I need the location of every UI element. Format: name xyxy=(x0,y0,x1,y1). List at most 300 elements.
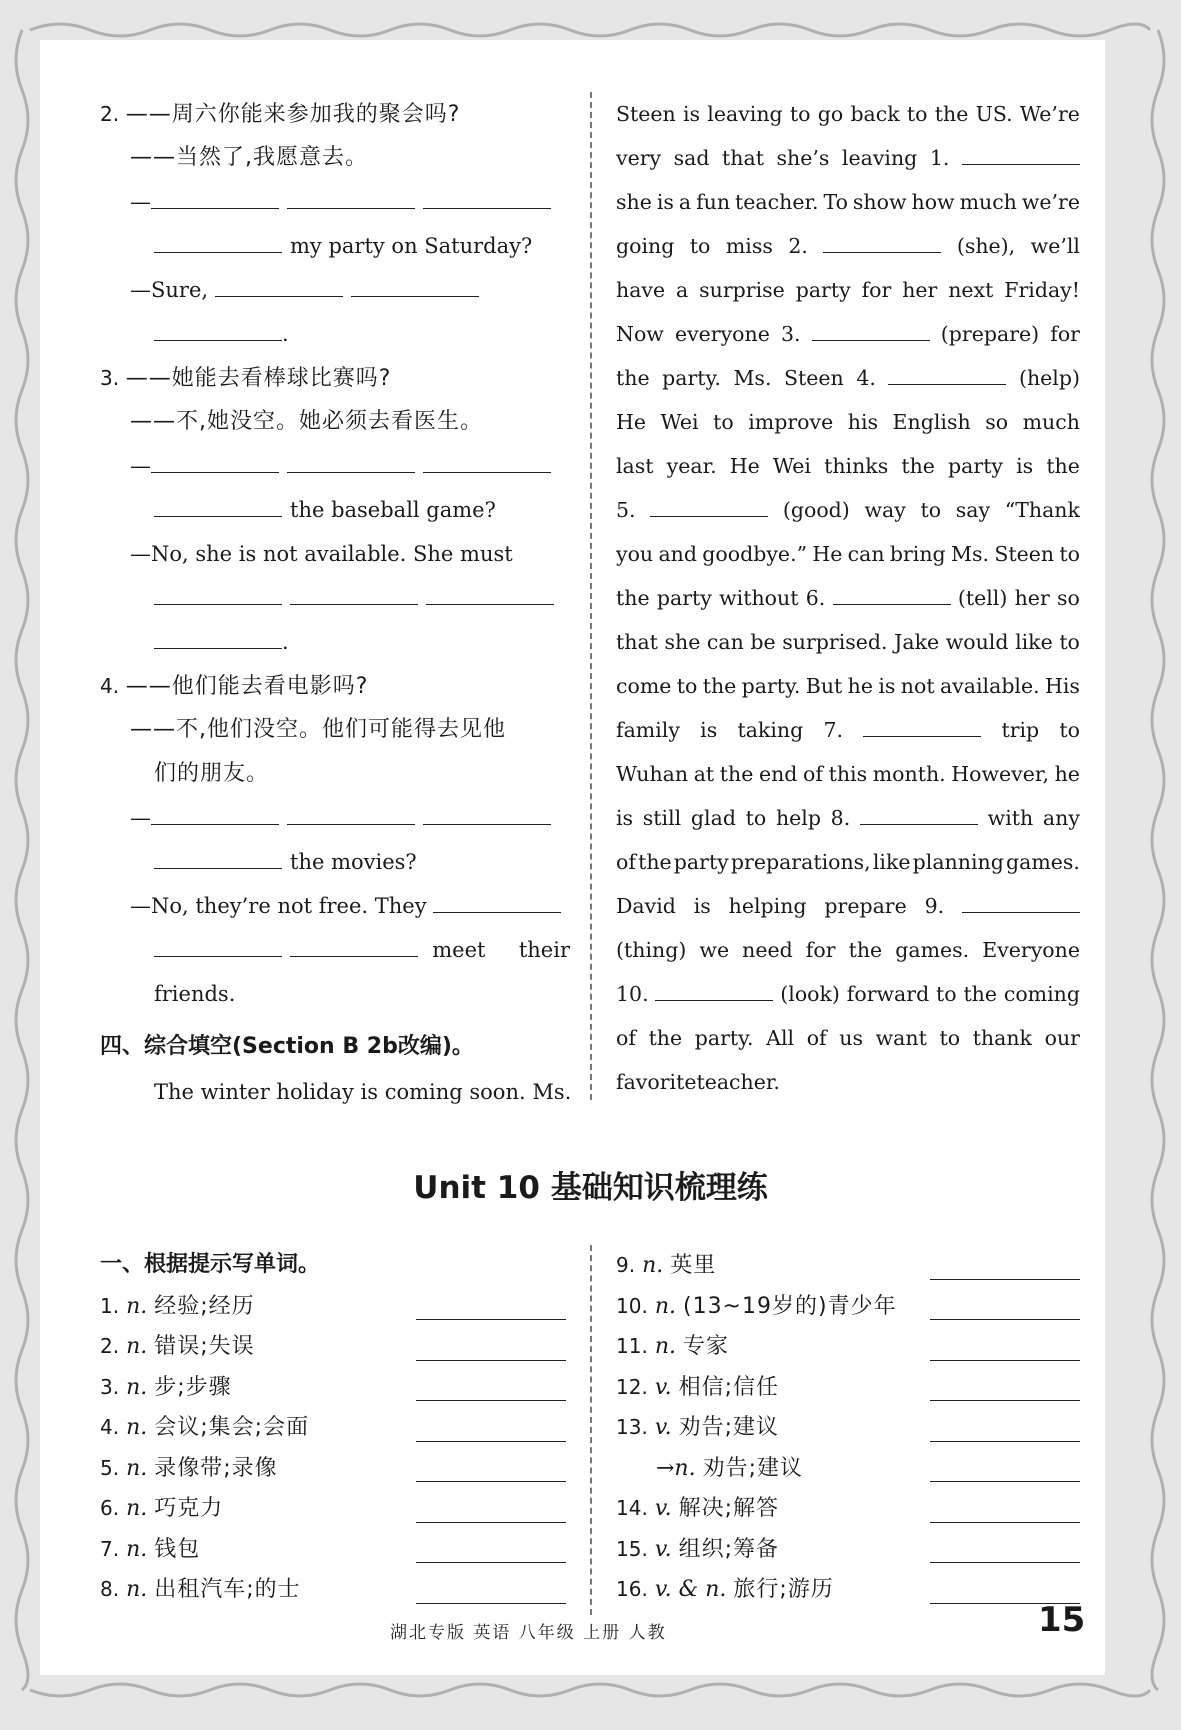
passage-word: surprised. xyxy=(782,630,888,654)
passage-word: this xyxy=(828,762,868,786)
passage-line xyxy=(616,796,1080,840)
passage-line xyxy=(616,224,1080,268)
passage-word: to xyxy=(676,674,698,698)
passage-word: can xyxy=(706,630,744,654)
passage-word: However, xyxy=(951,762,1049,786)
passage-word: 8. xyxy=(830,806,851,830)
vocab-meaning: 英里 xyxy=(670,1253,717,1278)
passage-word: Wei xyxy=(772,454,811,478)
passage-word: 5. xyxy=(616,498,636,522)
vocab-meaning: 专家 xyxy=(682,1334,729,1359)
passage-word[interactable] xyxy=(650,488,768,517)
vocab-answer-blank[interactable] xyxy=(416,1502,566,1523)
passage-word: the xyxy=(616,366,650,390)
passage-start: The winter holiday is coming soon. Ms. xyxy=(154,1080,572,1104)
passage-word: not xyxy=(900,674,935,698)
vocab-answer-blank[interactable] xyxy=(416,1299,566,1320)
passage-word[interactable] xyxy=(863,708,981,737)
passage-word: party. xyxy=(694,1026,754,1050)
passage-line xyxy=(616,928,1080,972)
vocab-answer-blank[interactable] xyxy=(416,1421,566,1442)
passage-word: To xyxy=(823,190,848,214)
passage-word: 2. xyxy=(788,234,808,258)
vocab-item xyxy=(616,1407,1080,1448)
passage-word: show xyxy=(852,190,907,214)
passage-word: to xyxy=(939,1026,961,1050)
vocab-item xyxy=(616,1326,1080,1367)
passage-word: 3. xyxy=(780,322,801,346)
vocab-answer-blank[interactable] xyxy=(930,1542,1080,1563)
passage-word: helping xyxy=(728,894,807,918)
passage-word: 7. xyxy=(823,718,844,742)
vocab-pos: n. xyxy=(126,1374,148,1400)
vocab-answer-blank[interactable] xyxy=(416,1461,566,1482)
passage-word: His xyxy=(1045,674,1080,698)
passage-word: a xyxy=(678,190,692,214)
passage-word: (prepare) xyxy=(940,322,1040,346)
passage-word: 9. xyxy=(924,894,945,918)
passage-word: of xyxy=(616,1026,636,1050)
passage-word: still xyxy=(642,806,682,830)
passage-word: thank xyxy=(972,1026,1032,1050)
q4-friends: friends. xyxy=(154,982,236,1006)
vocab-right xyxy=(616,1245,1080,1610)
passage-word: 1. xyxy=(929,146,950,170)
vocab-pos: n. xyxy=(642,1253,664,1278)
passage-word: is xyxy=(616,806,634,830)
q2-blank-row2: my party on Saturday? xyxy=(100,224,570,268)
passage-word: party. xyxy=(741,674,801,698)
passage-word: so xyxy=(1057,586,1080,610)
passage-word: (thing) xyxy=(616,938,687,962)
passage-word: (look) xyxy=(780,982,840,1006)
passage-word: is xyxy=(693,894,711,918)
vocab-answer-blank[interactable] xyxy=(930,1340,1080,1361)
passage-line xyxy=(616,444,1080,488)
passage-word: the xyxy=(901,454,935,478)
passage-word: bring xyxy=(889,542,946,566)
q2-cn2: ——当然了,我愿意去。 xyxy=(130,145,368,170)
vocab-item xyxy=(616,1569,1080,1610)
passage-word: He xyxy=(616,410,647,434)
passage-word: the xyxy=(702,674,737,698)
vocab-meaning: 相信;信任 xyxy=(678,1374,780,1400)
vocab-pos: n. xyxy=(654,1293,676,1319)
passage-word: David xyxy=(616,894,676,918)
passage-word: the xyxy=(963,982,998,1006)
vocab-number: 2. xyxy=(100,1334,120,1358)
passage-word: like xyxy=(872,850,911,874)
passage-word: trip xyxy=(1001,718,1040,742)
vocab-number: 5. xyxy=(100,1455,120,1480)
column-divider-vocab xyxy=(590,1245,592,1615)
passage-word: (help) xyxy=(1018,366,1080,390)
passage-word: forward xyxy=(846,982,930,1006)
passage-word: family xyxy=(616,718,680,742)
passage-word: to xyxy=(713,410,734,434)
q3-blank-row2: the baseball game? xyxy=(100,488,570,532)
vocab-meaning: 巧克力 xyxy=(154,1496,224,1521)
passage-word: to xyxy=(906,102,928,126)
vocab-item xyxy=(616,1488,1080,1529)
passage-line xyxy=(616,1016,1080,1060)
passage-word: party xyxy=(795,278,851,302)
vocab-number: 4. xyxy=(100,1415,120,1439)
passage-line xyxy=(616,356,1080,400)
q4-blank-row2: the movies? xyxy=(100,840,570,884)
passage-word: very xyxy=(616,146,662,170)
passage-word: how xyxy=(911,190,955,214)
vocab-answer-blank[interactable] xyxy=(930,1259,1080,1280)
passage-word: need xyxy=(742,938,793,962)
passage-word: for xyxy=(1050,322,1080,346)
passage-word: to xyxy=(745,806,767,830)
passage-word: with xyxy=(987,806,1034,830)
passage-word: a xyxy=(676,278,689,302)
passage-word: to xyxy=(936,982,957,1006)
passage-word: any xyxy=(1042,806,1080,830)
passage-word: is xyxy=(878,674,896,698)
passage-word: (good) xyxy=(782,498,850,522)
vocab-pos: n. xyxy=(126,1536,148,1562)
passage-word: “Thank xyxy=(1004,498,1080,522)
vocab-answer-blank[interactable] xyxy=(416,1380,566,1401)
passage-word: she xyxy=(616,190,652,214)
passage-word: to xyxy=(1059,542,1080,566)
passage-word: Friday! xyxy=(1004,278,1080,302)
passage-word: much xyxy=(959,190,1017,214)
passage-word: much xyxy=(1022,410,1080,434)
vocab-number: 13. xyxy=(616,1415,648,1439)
passage-word: go xyxy=(817,102,844,126)
vocab-answer-blank[interactable] xyxy=(930,1299,1080,1320)
passage-word: goodbye.” xyxy=(702,542,808,566)
passage-line xyxy=(616,1060,1080,1104)
passage-column xyxy=(616,92,1080,1104)
q2-cn1: 2. ——周六你能来参加我的聚会吗? xyxy=(100,102,461,127)
vocab-pos: →n. xyxy=(656,1455,696,1481)
passage-word: He xyxy=(812,542,843,566)
passage-word: Ms. xyxy=(733,366,772,390)
vocab-pos: n. xyxy=(126,1496,148,1521)
passage-word: All xyxy=(766,1026,795,1050)
passage-word: sad xyxy=(673,146,710,170)
passage-line xyxy=(616,136,1080,180)
vocab-number: 15. xyxy=(616,1536,648,1561)
passage-word[interactable] xyxy=(962,136,1080,165)
vocab-number: 7. xyxy=(100,1536,120,1561)
vocab-meaning: 解决;解答 xyxy=(678,1496,780,1521)
passage-word: the xyxy=(1046,454,1080,478)
passage-line xyxy=(616,972,1080,1016)
passage-line xyxy=(616,312,1080,356)
passage-word: planning xyxy=(912,850,1004,874)
passage-word: for xyxy=(861,278,892,302)
vocab-meaning: (13~19岁的)青少年 xyxy=(682,1293,897,1319)
vocab-meaning: 经验;经历 xyxy=(154,1293,255,1319)
passage-word[interactable] xyxy=(655,972,773,1001)
vocab-pos: n. xyxy=(126,1455,148,1481)
passage-line xyxy=(616,840,1080,884)
left-column xyxy=(100,92,570,1114)
vocab-item xyxy=(616,1367,1080,1408)
passage-word: at xyxy=(693,762,715,786)
passage-word: improve xyxy=(748,410,834,434)
passage-word: back xyxy=(850,102,900,126)
vocab-title: 一、根据提示写单词。 xyxy=(100,1252,321,1277)
vocab-item xyxy=(616,1245,1080,1286)
passage-word: to xyxy=(689,234,711,258)
passage-word: Now xyxy=(616,322,664,346)
passage-word: Wuhan xyxy=(616,762,689,786)
passage-word: games. xyxy=(1006,850,1080,874)
vocab-pos: v. xyxy=(654,1496,672,1521)
vocab-number: 9. xyxy=(616,1253,636,1277)
passage-word: the xyxy=(648,1026,683,1050)
passage-word: going xyxy=(616,234,675,258)
passage-word: and xyxy=(658,542,697,566)
vocab-pos: n. xyxy=(126,1415,148,1440)
passage-word: the xyxy=(719,762,754,786)
passage-line xyxy=(616,92,1080,136)
passage-line xyxy=(616,576,1080,620)
passage-word: (she), xyxy=(956,234,1016,258)
passage-word: taking xyxy=(737,718,804,742)
unit-heading: Unit 10 基础知识梳理练 xyxy=(413,1170,768,1206)
q2-blank-row1: — xyxy=(100,180,570,224)
passage-word: Steen xyxy=(994,542,1055,566)
passage-word: miss xyxy=(725,234,773,258)
passage-word: We’re xyxy=(1019,102,1080,126)
q4-cn2a: ——不,他们没空。他们可能得去见他 xyxy=(130,717,506,742)
q4-cn2b: 们的朋友。 xyxy=(154,761,270,786)
vocab-meaning: 钱包 xyxy=(154,1536,201,1562)
vocab-number: 14. xyxy=(616,1496,648,1520)
passage-line xyxy=(616,708,1080,752)
passage-word: English xyxy=(892,410,971,434)
vocab-pos: n. xyxy=(126,1293,148,1319)
passage-word: Everyone xyxy=(982,938,1080,962)
passage-word: the xyxy=(848,938,883,962)
passage-word: 6. xyxy=(805,586,826,610)
passage-word: say xyxy=(955,498,991,522)
vocab-pos: n. xyxy=(654,1334,676,1359)
passage-word: He xyxy=(729,454,760,478)
vocab-meaning: 错误;失误 xyxy=(154,1334,255,1359)
vocab-pos: v. & n. xyxy=(654,1577,727,1602)
vocab-item xyxy=(616,1529,1080,1570)
passage-word: Wei xyxy=(660,410,699,434)
vocab-left xyxy=(100,1245,566,1610)
passage-word: party xyxy=(673,850,729,874)
passage-line xyxy=(616,180,1080,224)
vocab-answer-blank[interactable] xyxy=(930,1461,1080,1482)
passage-line xyxy=(616,400,1080,444)
column-divider xyxy=(590,92,592,1100)
passage-word: her xyxy=(902,278,938,302)
passage-word[interactable] xyxy=(823,224,941,253)
vocab-item xyxy=(616,1286,1080,1327)
section4-title: 四、综合填空(Section B 2b改编)。 xyxy=(100,1034,474,1059)
passage-word: leaving xyxy=(841,146,918,170)
q3-last-blank: . xyxy=(100,620,570,664)
passage-word: is xyxy=(1016,454,1034,478)
passage-word: of xyxy=(806,1026,827,1050)
vocab-meaning: 会议;集会;会面 xyxy=(154,1415,310,1440)
passage-word: preparations, xyxy=(730,850,871,874)
passage-line xyxy=(616,752,1080,796)
passage-word: favorite xyxy=(616,1070,697,1094)
vocab-meaning: 步;步骤 xyxy=(154,1374,232,1400)
passage-word[interactable] xyxy=(888,356,1006,385)
vocab-meaning: 劝告;建议 xyxy=(678,1415,780,1440)
passage-word: to xyxy=(1059,718,1080,742)
passage-word: teacher. xyxy=(696,1070,780,1094)
vocab-item xyxy=(100,1569,566,1610)
passage-word: to xyxy=(1059,630,1080,654)
passage-word: his xyxy=(847,410,879,434)
passage-word: party xyxy=(656,586,712,610)
passage-word: end xyxy=(758,762,798,786)
vocab-answer-blank[interactable] xyxy=(930,1421,1080,1442)
passage-word: Jake xyxy=(894,630,940,654)
passage-word: party xyxy=(948,454,1004,478)
passage-word: of xyxy=(616,850,636,874)
vocab-answer-blank[interactable] xyxy=(930,1502,1080,1523)
passage-word: prepare xyxy=(824,894,907,918)
vocab-item xyxy=(100,1529,566,1570)
passage-word: to xyxy=(789,102,811,126)
vocab-number: 1. xyxy=(100,1293,120,1318)
passage-word: is xyxy=(656,190,674,214)
passage-word: year. xyxy=(666,454,717,478)
vocab-number: 10. xyxy=(616,1293,648,1318)
passage-word: games. xyxy=(895,938,970,962)
q4-blank-row1: — xyxy=(100,796,570,840)
passage-word: fun xyxy=(696,190,731,214)
passage-line xyxy=(616,884,1080,928)
vocab-item xyxy=(616,1448,1080,1489)
passage-line xyxy=(616,268,1080,312)
passage-word: everyone xyxy=(674,322,770,346)
passage-word: thinks xyxy=(824,454,889,478)
q3-blank-row3 xyxy=(100,576,570,620)
passage-word: month. xyxy=(872,762,946,786)
passage-word: you xyxy=(616,542,654,566)
vocab-number: 12. xyxy=(616,1374,648,1399)
passage-word: next xyxy=(948,278,994,302)
passage-line xyxy=(616,664,1080,708)
vocab-item xyxy=(100,1367,566,1408)
vocab-meaning: 旅行;游历 xyxy=(733,1577,834,1602)
passage-word: he xyxy=(1054,762,1080,786)
q3-cn1: 3. ——她能去看棒球比赛吗? xyxy=(100,366,392,391)
vocab-item xyxy=(100,1326,566,1367)
passage-word: that xyxy=(722,146,764,170)
passage-word: available. xyxy=(939,674,1040,698)
passage-word: would xyxy=(945,630,1009,654)
passage-word: she’s xyxy=(776,146,830,170)
vocab-answer-blank[interactable] xyxy=(416,1583,566,1604)
passage-word: our xyxy=(1044,1026,1080,1050)
passage-word: to xyxy=(920,498,942,522)
passage-word: he xyxy=(847,674,873,698)
passage-word: come xyxy=(616,674,672,698)
passage-word: she xyxy=(664,630,701,654)
passage-word[interactable] xyxy=(812,312,930,341)
passage-word[interactable] xyxy=(962,884,1080,913)
passage-line xyxy=(616,488,1080,532)
q3-reply: —No, she is not available. She must xyxy=(130,542,513,566)
q2-sure-row: —Sure, xyxy=(100,268,570,312)
passage-word: Ms. xyxy=(950,542,990,566)
q4-reply: —No, they’re not free. They xyxy=(100,884,570,928)
passage-word: (tell) xyxy=(957,586,1008,610)
passage-word: surprise xyxy=(699,278,785,302)
vocab-answer-blank[interactable] xyxy=(930,1380,1080,1401)
vocab-pos: v. xyxy=(654,1536,672,1562)
passage-word: have xyxy=(616,278,666,302)
passage-word: is xyxy=(682,102,701,126)
footer: 湖北专版 英语 八年级 上册 人教 xyxy=(390,1623,667,1643)
passage-word: without xyxy=(719,586,799,610)
passage-word: US. xyxy=(975,102,1013,126)
passage-word: like xyxy=(1015,630,1053,654)
q3-blank-row1: — xyxy=(100,444,570,488)
passage-word: that xyxy=(616,630,658,654)
passage-word[interactable] xyxy=(860,796,978,825)
vocab-meaning: 出租汽车;的士 xyxy=(154,1577,301,1602)
vocab-number: 6. xyxy=(100,1496,120,1520)
passage-word: be xyxy=(750,630,776,654)
passage-word: coming xyxy=(1003,982,1080,1006)
passage-word: last xyxy=(616,454,654,478)
passage-word: way xyxy=(864,498,906,522)
vocab-answer-blank[interactable] xyxy=(416,1340,566,1361)
q4-cn1: 4. ——他们能去看电影吗? xyxy=(100,674,369,699)
passage-word: teacher. xyxy=(735,190,819,214)
vocab-number: 11. xyxy=(616,1334,648,1358)
passage-word: But xyxy=(805,674,843,698)
q3-cn2: ——不,她没空。她必须去看医生。 xyxy=(130,409,483,434)
vocab-meaning: 录像带;录像 xyxy=(154,1455,278,1481)
passage-word: help xyxy=(775,806,821,830)
passage-word: Steen xyxy=(784,366,844,390)
page-number: 15 xyxy=(1038,1600,1086,1640)
passage-word: can xyxy=(847,542,885,566)
passage-word: we xyxy=(699,938,730,962)
passage-word: party. xyxy=(662,366,721,390)
vocab-item xyxy=(100,1448,566,1489)
passage-word: is xyxy=(700,718,718,742)
passage-word[interactable] xyxy=(833,576,951,605)
passage-word: for xyxy=(805,938,836,962)
vocab-pos: n. xyxy=(126,1577,148,1602)
vocab-number: 3. xyxy=(100,1374,120,1399)
vocab-meaning: 劝告;建议 xyxy=(702,1455,804,1481)
passage-word: we’ll xyxy=(1030,234,1080,258)
passage-word: we’re xyxy=(1021,190,1080,214)
passage-word: the xyxy=(616,586,650,610)
passage-word: want xyxy=(875,1026,927,1050)
passage-word: leaving xyxy=(707,102,783,126)
vocab-item xyxy=(100,1407,566,1448)
vocab-answer-blank[interactable] xyxy=(416,1542,566,1563)
vocab-item xyxy=(100,1488,566,1529)
passage-line xyxy=(616,620,1080,664)
vocab-number: 16. xyxy=(616,1577,648,1601)
vocab-pos: v. xyxy=(654,1415,672,1440)
